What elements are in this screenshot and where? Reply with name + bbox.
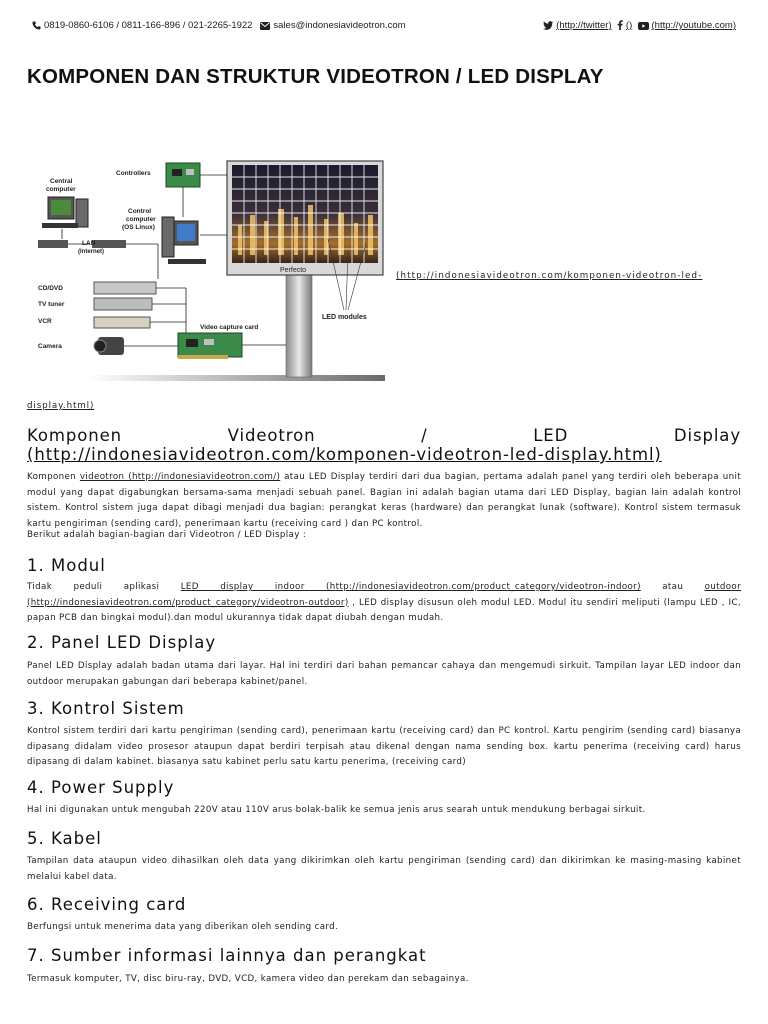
- vcr-device-icon: [94, 317, 150, 328]
- controllers-label: Controllers: [116, 170, 151, 177]
- os-label: (OS Linux): [122, 224, 155, 231]
- envelope-icon: [260, 22, 270, 33]
- twitter-link[interactable]: (http://twitter): [556, 20, 612, 31]
- image-source-link-continued[interactable]: display.html): [27, 401, 95, 411]
- heading-word-3: /: [421, 426, 428, 445]
- videotron-diagram[interactable]: [28, 155, 385, 385]
- ground-shadow: [88, 375, 385, 381]
- email-link[interactable]: sales@indonesiavideotron.com: [273, 20, 406, 31]
- contact-info: [32, 20, 406, 33]
- cddvd-device-icon: [94, 282, 156, 294]
- section-1-text: [27, 580, 741, 627]
- intro-list-lead: Berikut adalah bagian-bagian dari Videotron / LED Display :: [27, 530, 307, 540]
- central-computer-label: computer: [46, 186, 76, 193]
- section-5-text: Tampilan data ataupun video dihasilkan oleh data yang dikirimkan oleh kartu pengiriman (sending card) dan dikirimkan ke masing-masing kabinet melalui kabel data.: [27, 856, 741, 882]
- section-6-text: Berfungsi untuk menerima data yang diberikan oleh sending card.: [27, 922, 339, 932]
- controller-card-icon: [166, 163, 200, 187]
- section-3-text: Kontrol sistem terdiri dari kartu pengiriman (sending card), penerimaan kartu (receiving card) dan PC kontrol. Kartu pengirim (sending card) biasanya dipasang didalam video prosesor ataupun dapat berdiri terpisah atau dikenal dengan nama sending box. kartu penerima (receiving card) harus dipasang di dalam kabinet. biasanya satu kabinet perlu satu kartu penerima, (receiving card): [27, 726, 741, 767]
- section-4-text: Hal ini digunakan untuk mengubah 220V atau 110V arus bolak-balik ke semua jenis arus searah untuk mendukung berbagai sirkuit.: [27, 805, 646, 815]
- heading-word-1: Komponen: [27, 426, 123, 445]
- camera-device-icon: [94, 337, 124, 355]
- section-7-title: 7. Sumber informasi lainnya dan perangkat: [27, 946, 427, 965]
- lan-label: LAN: [82, 240, 96, 247]
- section-1-text-start: Tidak peduli aplikasi: [27, 582, 181, 592]
- page-title: KOMPONEN DAN STRUKTUR VIDEOTRON / LED DISPLAY: [27, 65, 604, 88]
- control-label: Control: [128, 208, 152, 215]
- heading-word-2: Videotron: [227, 426, 316, 445]
- heading-words: [27, 426, 741, 445]
- section-5-title: 5. Kabel: [27, 829, 102, 848]
- outdoor-link[interactable]: outdoor (http://indonesiavideotron.com/product_category/videotron-outdoor): [27, 582, 742, 608]
- intro-text-start: Komponen: [27, 472, 80, 482]
- videotron-link[interactable]: videotron (http://indonesiavideotron.com/): [79, 472, 281, 482]
- led-modules-label: LED modules: [322, 314, 367, 321]
- capture-card-icon: [178, 333, 242, 359]
- section-6-title: 6. Receiving card: [27, 895, 187, 914]
- led-indoor-link[interactable]: LED display indoor (http://indonesiavideotron.com/product_category/videotron-indoor): [180, 582, 641, 592]
- central-computer-icon: [42, 197, 88, 228]
- heading-word-4: LED: [533, 426, 569, 445]
- vcr-label: VCR: [38, 318, 52, 325]
- article-heading: [27, 426, 741, 464]
- youtube-icon[interactable]: [638, 22, 649, 33]
- tvtuner-device-icon: [94, 298, 152, 310]
- section-3-title: 3. Kontrol Sistem: [27, 699, 185, 718]
- section-2-title: 2. Panel LED Display: [27, 633, 217, 652]
- image-source-link[interactable]: (http://indonesiavideotron.com/komponen-videotron-led-: [396, 271, 703, 281]
- section-1-text-rest: , LED display disusun oleh modul LED. Modul itu sendiri meliputi (lampu LED , IC, papan PCB dan bingkai modul).dan modul ukurannya tidak dapat diubah dengan mudah.: [27, 597, 741, 623]
- intro-text-rest: atau LED Display terdiri dari dua bagian, pertama adalah panel yang terdiri oleh beberapa unit modul yang dapat digabungkan bersama-sama menjadi sebuah panel. Bagian ini adalah bagian utama dari LED Display, bagian lain adalah kontrol sistem. Kontrol sistem juga dapat dibagi menjadi dua bagian: perangkat keras (hardware) dan perangkat lunak (software). Kontrol sistem termasuk kartu pengiriman (sending card), penerimaan kartu (receiving card ) dan PC kontrol.: [27, 472, 741, 529]
- phone-numbers: 0819-0860-6106 / 0811-166-896 / 021-2265-1922: [44, 20, 253, 31]
- facebook-link[interactable]: (): [625, 20, 633, 31]
- heading-word-5: Display: [673, 426, 741, 445]
- tvtuner-label: TV tuner: [38, 301, 65, 308]
- section-4-title: 4. Power Supply: [27, 778, 175, 797]
- central-label: Central: [50, 178, 73, 185]
- top-bar: [32, 20, 736, 36]
- capture-label: Video capture card: [200, 324, 259, 331]
- section-1-title: 1. Modul: [27, 556, 106, 575]
- control-computer-icon: [162, 217, 206, 264]
- section-7-text: Termasuk komputer, TV, disc biru-ray, DVD, VCD, kamera video dan perekam dan sebagainya.: [27, 974, 469, 984]
- section-2-text: Panel LED Display adalah badan utama dari layar. Hal ini terdiri dari bahan pemancar cahaya dan mengemudi sirkuit. Tampilan layar LED indoor dan outdoor merupakan gabungan dari beberapa kabinet/panel.: [27, 661, 741, 687]
- phone-icon: [32, 21, 41, 33]
- screen-pole: [286, 273, 312, 377]
- intro-paragraph: [27, 470, 741, 532]
- social-links: [543, 20, 736, 33]
- cddvd-label: CD/DVD: [38, 285, 63, 292]
- camera-label: Camera: [38, 343, 62, 350]
- section-1-text-mid: atau: [640, 582, 705, 592]
- perfecto-label: Perfecto: [280, 267, 307, 274]
- heading-url-link[interactable]: (http://indonesiavideotron.com/komponen-videotron-led-display.html): [27, 445, 662, 464]
- facebook-icon[interactable]: [617, 20, 623, 33]
- control-computer-label: computer: [126, 216, 156, 223]
- twitter-icon[interactable]: [543, 21, 553, 33]
- youtube-link[interactable]: (http://youtube.com): [651, 20, 736, 31]
- internet-label: (Internet): [78, 249, 104, 255]
